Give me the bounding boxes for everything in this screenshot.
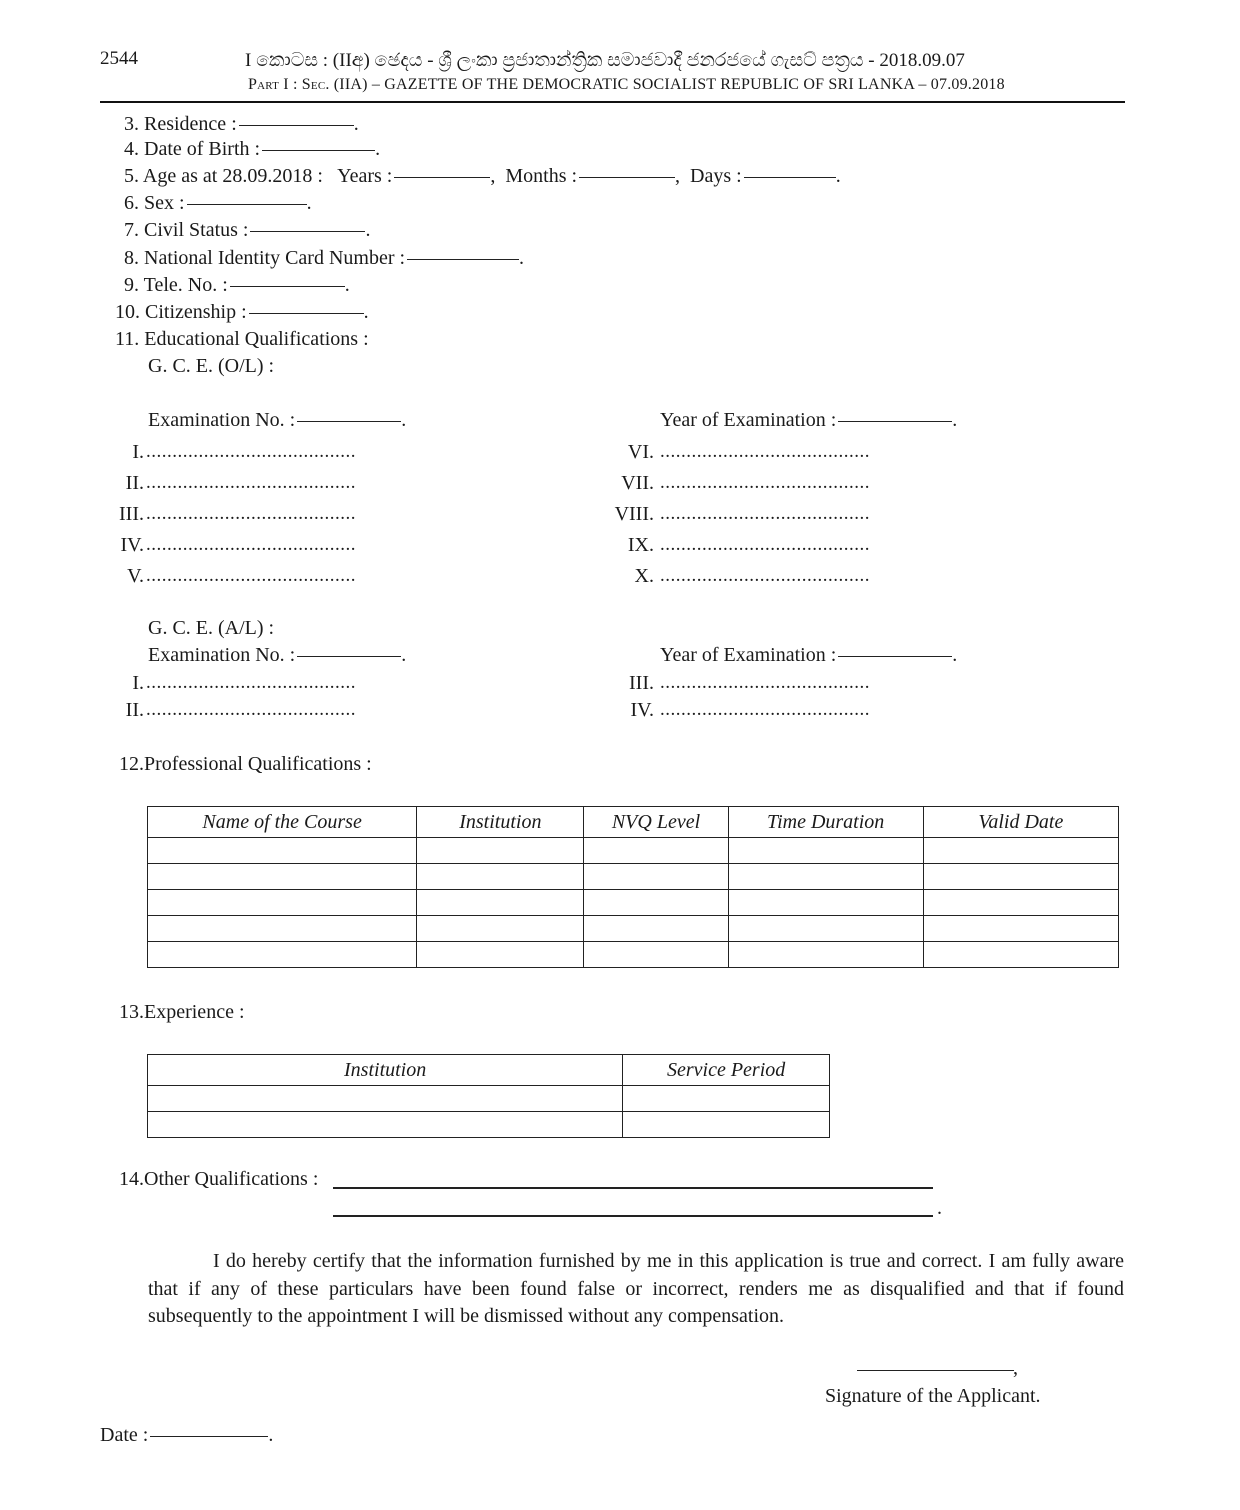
al-subject-numeral: IV. [630, 699, 654, 721]
age-months-input-line[interactable] [579, 176, 675, 178]
ol-year: Year of Examination : . [660, 409, 958, 431]
table-cell[interactable] [728, 838, 923, 864]
field-tele: 9. Tele. No. : . [124, 274, 350, 296]
age-months-label: Months : [505, 165, 578, 187]
field-number: 12. [119, 753, 144, 775]
field-label: Sex : [144, 192, 185, 214]
table-cell[interactable] [623, 1112, 830, 1138]
al-year: Year of Examination : . [660, 644, 958, 666]
field-educational-qualifications [115, 328, 369, 351]
field-residence: 3. Residence : . [124, 113, 359, 135]
field-date-of-birth: 4. Date of Birth : . [124, 138, 381, 160]
field-number: 6. [124, 192, 139, 214]
professional-qualifications-table [147, 806, 1119, 968]
table-cell[interactable] [148, 890, 417, 916]
field-label: Tele. No. : [143, 274, 228, 296]
column-header: NVQ Level [584, 807, 728, 838]
table-cell[interactable] [417, 916, 584, 942]
exam-no-label: Examination No. : [148, 644, 296, 666]
table-row [148, 1112, 830, 1138]
ol-subject-numeral: VIII. [614, 503, 654, 525]
year-label: Year of Examination : [660, 409, 837, 431]
table-cell[interactable] [417, 890, 584, 916]
field-label: Citizenship : [145, 301, 247, 323]
table-header-row [148, 807, 1119, 838]
age-days-input-line[interactable] [744, 176, 836, 178]
field-number: 14. [119, 1168, 144, 1190]
field-label: Date of Birth : [144, 138, 261, 160]
field-label: Civil Status : [144, 219, 249, 241]
table-cell[interactable] [623, 1086, 830, 1112]
professional-qualifications-heading [119, 753, 372, 776]
ol-exam-no: Examination No. : . [148, 409, 407, 431]
al-subject-dots[interactable]: ........................................ [660, 672, 870, 693]
table-cell[interactable] [148, 916, 417, 942]
header-gazette-title: (IIA) – GAZETTE OF THE DEMOCRATIC SOCIALIST REPUBLIC OF SRI LANKA – 07.09.2018 [333, 76, 1005, 93]
table-cell[interactable] [923, 838, 1118, 864]
experience-heading [119, 1001, 245, 1024]
other-qualifications-heading [119, 1168, 318, 1191]
year-label: Year of Examination : [660, 644, 837, 666]
table-cell[interactable] [148, 942, 417, 968]
ol-exam-no-input-line[interactable] [297, 420, 401, 422]
ol-subject-dots[interactable]: ........................................ [146, 565, 356, 586]
table-cell[interactable] [728, 942, 923, 968]
field-nic: 8. National Identity Card Number : . [124, 247, 525, 269]
ol-subject-dots[interactable]: ........................................ [146, 441, 356, 462]
table-cell[interactable] [728, 890, 923, 916]
table-cell[interactable] [923, 890, 1118, 916]
date-label: Date : [100, 1424, 149, 1446]
al-title: G. C. E. (A/L) : [148, 617, 275, 639]
ol-subject-numeral: VII. [621, 472, 654, 494]
table-cell[interactable] [923, 942, 1118, 968]
header-sinhala-line: I කොටස : (IIඅ) ඡෙදය - ශ්‍රී ලංකා ප්‍රජාතාන්ත්‍රික සමාජවාදී ජනරජයේ ගැසට් පත්‍රය - 2018.09.07 [245, 50, 965, 71]
table-cell[interactable] [417, 942, 584, 968]
ol-subject-dots[interactable]: ........................................ [660, 472, 870, 493]
table-cell[interactable] [148, 838, 417, 864]
table-cell[interactable] [584, 942, 728, 968]
age-days-label: Days : [690, 165, 742, 187]
table-cell[interactable] [728, 864, 923, 890]
signature-line[interactable] [857, 1370, 1014, 1371]
experience-table [147, 1054, 830, 1138]
field-citizenship: 10. Citizenship : . [115, 301, 369, 323]
table-cell[interactable] [923, 916, 1118, 942]
table-row [148, 942, 1119, 968]
age-years-label: Years : [337, 165, 393, 187]
al-subject-numeral: III. [629, 672, 654, 694]
table-row [148, 838, 1119, 864]
ol-subject-numeral: V. [127, 565, 144, 587]
table-row [148, 864, 1119, 890]
field-number: 5. [124, 165, 139, 187]
other-qualifications-period: . [937, 1197, 942, 1219]
ol-subject-dots[interactable]: ........................................ [146, 534, 356, 555]
table-cell[interactable] [148, 1086, 623, 1112]
field-number: 4. [124, 138, 139, 160]
ol-subject-numeral: IV. [120, 534, 144, 556]
table-row [148, 916, 1119, 942]
field-civil-status: 7. Civil Status : . [124, 219, 371, 241]
ol-subject-dots[interactable]: ........................................ [146, 503, 356, 524]
field-sex: 6. Sex : . [124, 192, 312, 214]
column-header: Name of the Course [148, 807, 417, 838]
other-qualifications-line-1[interactable] [333, 1187, 933, 1189]
dob-input-line[interactable] [262, 149, 375, 151]
header-part-sec: Part I : Sec. [248, 76, 330, 93]
ol-subject-numeral: II. [125, 472, 144, 494]
residence-input-line[interactable] [239, 124, 354, 126]
field-age: 5. Age as at 28.09.2018 : Years : , Months : , Days : . [124, 165, 841, 187]
field-number: 7. [124, 219, 139, 241]
field-label: Experience : [144, 1001, 245, 1023]
signature-comma: , [1013, 1357, 1018, 1379]
citizenship-input-line[interactable] [249, 312, 364, 314]
field-label: Professional Qualifications : [144, 753, 372, 775]
column-header: Institution [417, 807, 584, 838]
exam-no-label: Examination No. : [148, 409, 296, 431]
field-label: Other Qualifications : [144, 1168, 319, 1190]
field-label: Age as at 28.09.2018 : [142, 165, 323, 187]
table-cell[interactable] [728, 916, 923, 942]
column-header: Institution [148, 1055, 623, 1086]
table-cell[interactable] [417, 838, 584, 864]
nic-input-line[interactable] [407, 258, 519, 260]
ol-subject-dots[interactable]: ........................................ [146, 472, 356, 493]
header-rule [100, 101, 1125, 103]
table-cell[interactable] [923, 864, 1118, 890]
table-cell[interactable] [148, 864, 417, 890]
ol-title: G. C. E. (O/L) : [148, 355, 275, 377]
ol-subject-dots[interactable]: ........................................ [660, 503, 870, 524]
ol-subject-numeral: IX. [627, 534, 654, 556]
table-header-row [148, 1055, 830, 1086]
al-exam-no: Examination No. : . [148, 644, 407, 666]
ol-subject-numeral: VI. [627, 441, 654, 463]
ol-subject-dots[interactable]: ........................................ [660, 565, 870, 586]
field-number: 10. [115, 301, 140, 323]
table-cell[interactable] [584, 838, 728, 864]
signature-label: Signature of the Applicant. [825, 1385, 1041, 1407]
sex-input-line[interactable] [187, 203, 307, 205]
al-subject-dots[interactable]: ........................................ [146, 699, 356, 720]
al-year-input-line[interactable] [838, 655, 952, 657]
other-qualifications-line-2[interactable] [333, 1215, 933, 1217]
table-cell[interactable] [584, 916, 728, 942]
ol-subject-numeral: X. [634, 565, 654, 587]
field-number: 13. [119, 1001, 144, 1023]
declaration-paragraph: I do hereby certify that the information furnished by me in this application is true and correct. I am fully aware that if any of these particulars have been found false or incorrect, renders me as disqualified and that if found subsequently to the appointment I will be dismissed without any compensation. [148, 1250, 1124, 1327]
al-subject-dots[interactable]: ........................................ [146, 672, 356, 693]
table-row [148, 1086, 830, 1112]
table-cell[interactable] [417, 864, 584, 890]
table-cell[interactable] [584, 890, 728, 916]
header-english-line [248, 76, 1005, 94]
table-cell[interactable] [148, 1112, 623, 1138]
al-subject-dots[interactable]: ........................................ [660, 699, 870, 720]
ol-subject-numeral: I. [132, 441, 144, 463]
field-number: 11. [115, 328, 140, 350]
column-header: Valid Date [923, 807, 1118, 838]
date-field: Date : . [100, 1424, 274, 1446]
field-number: 3. [124, 113, 139, 135]
field-label: National Identity Card Number : [144, 247, 406, 269]
ol-subject-dots[interactable]: ........................................ [660, 534, 870, 555]
column-header: Time Duration [728, 807, 923, 838]
page-number: 2544 [100, 48, 138, 69]
al-subject-numeral: I. [132, 672, 144, 694]
ol-year-input-line[interactable] [838, 420, 952, 422]
field-label: Residence : [144, 113, 237, 135]
ol-subject-numeral: III. [119, 503, 144, 525]
field-number: 8. [124, 247, 139, 269]
civil-status-input-line[interactable] [250, 230, 365, 232]
field-label: Educational Qualifications : [144, 328, 369, 350]
ol-subject-dots[interactable]: ........................................ [660, 441, 870, 462]
al-subject-numeral: II. [125, 699, 144, 721]
al-exam-no-input-line[interactable] [297, 655, 401, 657]
column-header: Service Period [623, 1055, 830, 1086]
table-cell[interactable] [584, 864, 728, 890]
field-number: 9. [124, 274, 139, 296]
table-row [148, 890, 1119, 916]
age-years-input-line[interactable] [394, 176, 490, 178]
date-input-line[interactable] [150, 1435, 268, 1437]
tele-input-line[interactable] [230, 285, 345, 287]
